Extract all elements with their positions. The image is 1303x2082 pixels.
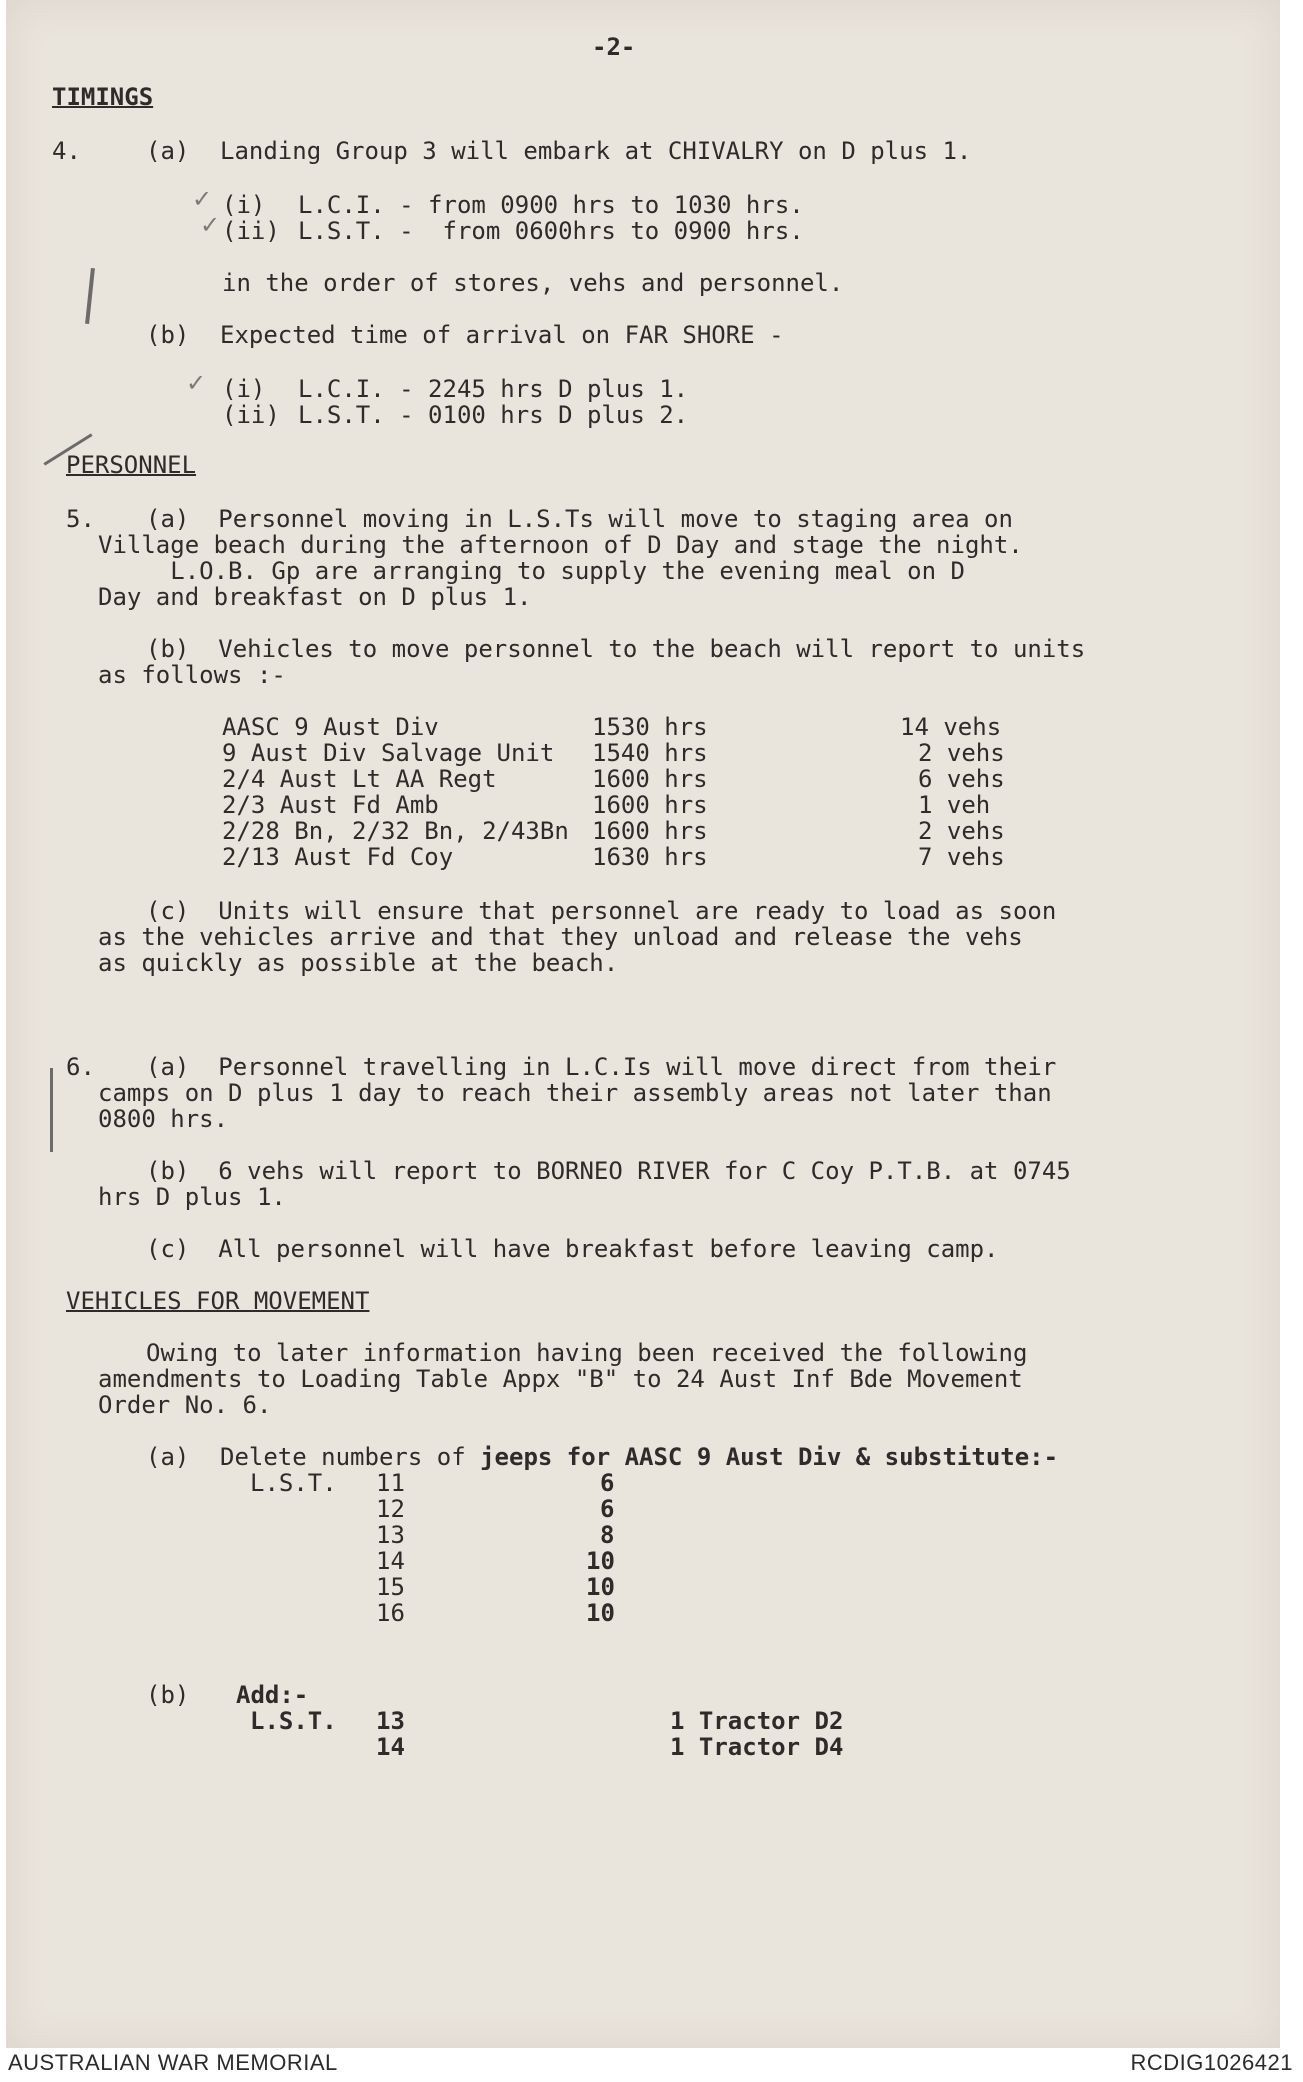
vehicle-time: 1540 hrs [592,739,708,767]
jeep-lst-number: 11 [376,1469,405,1497]
jeep-count: 10 [586,1573,615,1601]
vehicles-intro-line-1: Owing to later information having been received the following [146,1339,1028,1367]
para-4a-text: Landing Group 3 will embark at CHIVALRY on D plus 1. [220,137,972,165]
para-6a-line-3: 0800 hrs. [98,1105,229,1133]
vehicle-unit: 2/4 Aust Lt AA Regt [222,765,497,793]
vehicles-intro-line-2: amendments to Loading Table Appx "B" to 24 Aust Inf Bde Movement [98,1365,1023,1393]
vehicles-a-text-plain: Delete numbers of [220,1443,481,1471]
vehicle-unit: 2/13 Aust Fd Coy [222,843,454,871]
add-item: 1 Tractor D4 [670,1733,844,1761]
para-5c-line-2: as the vehicles arrive and that they unload and release the vehs [98,923,1023,951]
vehicles-intro-line-3: Order No. 6. [98,1391,272,1419]
lst-label: L.S.T. [250,1469,337,1497]
para-4b-i-text: L.C.I. - 2245 hrs D plus 1. [298,375,689,403]
heading-personnel: PERSONNEL [66,451,197,479]
check-mark-icon: ✓ [200,211,221,239]
vehicles-b-add: Add:- [236,1681,309,1709]
add-lst-number: 14 [376,1733,405,1761]
check-mark-icon: ✓ [186,369,207,397]
jeep-lst-number: 15 [376,1573,405,1601]
para-6b-line-2: hrs D plus 1. [98,1183,286,1211]
heading-vehicles-for-movement: VEHICLES FOR MOVEMENT [66,1287,370,1315]
jeep-lst-number: 13 [376,1521,405,1549]
para-4a-ii-text: L.S.T. - from 0600hrs to 0900 hrs. [298,217,804,245]
para-5b-line-1: (b) Vehicles to move personnel to the beach will report to units [146,635,1086,663]
jeep-count: 10 [586,1547,615,1575]
para-4b-label: (b) [146,321,190,349]
vehicle-time: 1630 hrs [592,843,708,871]
vehicle-count: 2 vehs [918,817,1005,845]
para-4b-ii-text: L.S.T. - 0100 hrs D plus 2. [298,401,689,429]
para-4-order-text: in the order of stores, vehs and personnel. [222,269,844,297]
margin-pencil-mark [50,1068,53,1152]
vehicle-time: 1530 hrs [592,713,708,741]
heading-timings: TIMINGS [52,83,154,111]
para-5a-line-3: L.O.B. Gp are arranging to supply the evening meal on D [98,557,965,585]
para-6a-line-2: camps on D plus 1 day to reach their assembly areas not later than [98,1079,1052,1107]
para-4b-i-label: (i) [222,375,266,403]
add-item: 1 Tractor D2 [670,1707,844,1735]
vehicle-time: 1600 hrs [592,791,708,819]
jeep-count: 10 [586,1599,615,1627]
vehicle-time: 1600 hrs [592,817,708,845]
page-number: -2- [592,33,636,61]
jeep-count: 6 [600,1469,615,1497]
jeep-lst-number: 16 [376,1599,405,1627]
vehicle-count: 7 vehs [918,843,1005,871]
para-5-number: 5. [66,505,95,533]
para-6b-line-1: (b) 6 vehs will report to BORNEO RIVER for C Coy P.T.B. at 0745 [146,1157,1071,1185]
jeep-count: 8 [600,1521,615,1549]
lst-label: L.S.T. [250,1707,337,1735]
vehicle-count: 2 vehs [918,739,1005,767]
vehicle-count: 1 veh [918,791,991,819]
margin-pencil-mark [85,268,95,324]
footer-institution: AUSTRALIAN WAR MEMORIAL [8,2050,338,2075]
vehicle-unit: 2/3 Aust Fd Amb [222,791,439,819]
para-5a-line-4: Day and breakfast on D plus 1. [98,583,532,611]
para-4a-i-text: L.C.I. - from 0900 hrs to 1030 hrs. [298,191,804,219]
jeep-lst-number: 14 [376,1547,405,1575]
para-6c-line-1: (c) All personnel will have breakfast before leaving camp. [146,1235,999,1263]
vehicle-time: 1600 hrs [592,765,708,793]
vehicles-a-text-bold: jeeps for AASC 9 Aust Div & substitute:- [480,1443,1059,1471]
vehicle-unit: 9 Aust Div Salvage Unit [222,739,555,767]
vehicles-b-label: (b) [146,1681,190,1709]
para-5a-line-2: Village beach during the afternoon of D Day and stage the night. [98,531,1023,559]
footer-record-id: RCDIG1026421 [1130,2050,1293,2075]
jeep-lst-number: 12 [376,1495,405,1523]
para-4a-i-label: (i) [222,191,266,219]
vehicle-unit: 2/28 Bn, 2/32 Bn, 2/43Bn [222,817,569,845]
vehicle-unit: AASC 9 Aust Div [222,713,439,741]
para-4a-ii-label: (ii) [222,217,280,245]
add-lst-number: 13 [376,1707,405,1735]
para-5c-line-3: as quickly as possible at the beach. [98,949,619,977]
para-5c-line-1: (c) Units will ensure that personnel are ready to load as soon [146,897,1057,925]
para-6-number: 6. [66,1053,95,1081]
para-4a-label: (a) [146,137,190,165]
para-4b-text: Expected time of arrival on FAR SHORE - [220,321,784,349]
check-mark-icon: ✓ [192,185,213,213]
vehicle-count: 6 vehs [918,765,1005,793]
jeep-count: 6 [600,1495,615,1523]
vehicles-a-label: (a) [146,1443,190,1471]
para-6a-line-1: (a) Personnel travelling in L.C.Is will move direct from their [146,1053,1057,1081]
para-5b-line-2: as follows :- [98,661,286,689]
para-4b-ii-label: (ii) [222,401,280,429]
para-4-number: 4. [52,137,81,165]
vehicle-count: 14 vehs [900,713,1002,741]
vehicles-a-text [220,1444,1058,1470]
para-5a-line-1: (a) Personnel moving in L.S.Ts will move to staging area on [146,505,1013,533]
